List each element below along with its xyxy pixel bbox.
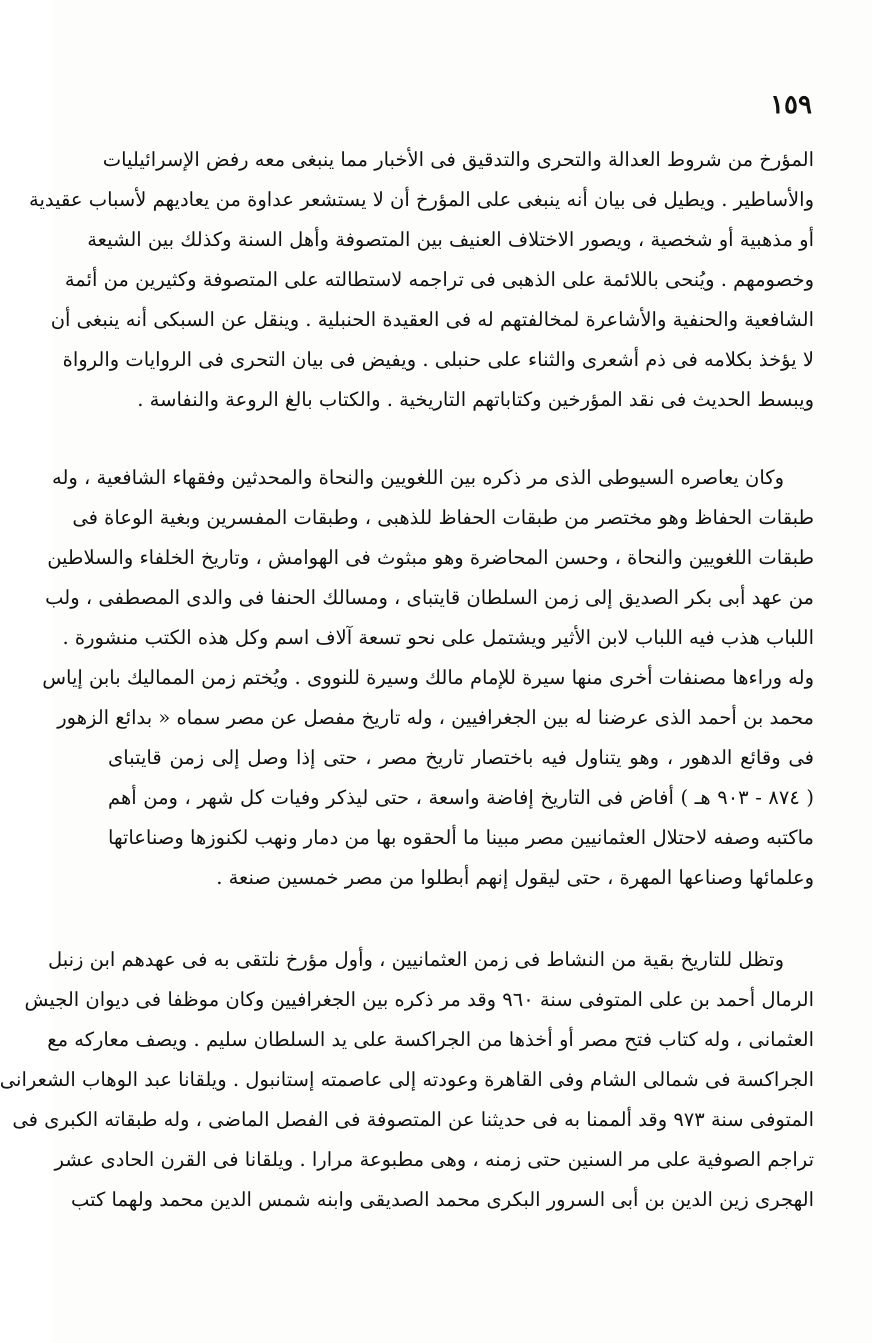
text-line: ويبسط الحديث فى نقد المؤرخين وكتاباتهم التاريخية . والكتاب بالغ الروعة والنفاسة . <box>137 388 814 411</box>
text-line: وله وراءها مصنفات أخرى منها سيرة للإمام مالك وسيرة للنووى . ويُختم زمن المماليك بابن إياس <box>42 666 814 689</box>
text-line: محمد بن أحمد الذى عرضنا له بين الجغرافيين ، وله تاريخ مفصل عن مصر سماه « بدائع الزهور <box>57 706 814 729</box>
paragraph-3 <box>0 940 814 1220</box>
text-line: الرمال أحمد بن على المتوفى سنة ٩٦٠ وقد مر ذكره بين الجغرافيين وكان موظفا فى ديوان الجيش <box>24 988 814 1011</box>
text-line: الشافعية والحنفية والأشاعرة لمخالفتهم له فى العقيدة الحنبلية . وينقل عن السبكى أنه ينبغى أن <box>50 308 814 331</box>
text-line: فى وقائع الدهور ، وهو يتناول فيه باختصار تاريخ مصر ، حتى إذا وصل إلى زمن قايتباى <box>108 746 814 769</box>
text-line: وخصومهم . ويُنحى باللائمة على الذهبى فى تراجمه لاستطالته على المتصوفة وكثيرين من أئمة <box>64 268 814 291</box>
text-line: الجراكسة فى شمالى الشام وفى القاهرة وعودته إلى عاصمته إستانبول . ويلقانا عبد الوهاب الشعرانى <box>0 1068 814 1091</box>
text-line: لا يؤخذ بكلامه فى ذم أشعرى والثناء على حنبلى . ويفيض فى بيان التحرى فى الروايات والرواة <box>62 348 814 371</box>
text-line: اللباب هذب فيه اللباب لابن الأثير ويشتمل على نحو تسعة آلاف اسم وكل هذه الكتب منشورة . <box>62 626 814 649</box>
text-line: المؤرخ من شروط العدالة والتحرى والتدقيق فى الأخبار مما ينبغى معه رفض الإسرائيليات <box>102 148 814 171</box>
text-line: العثمانى ، وله كتاب فتح مصر أو أخذها من الجراكسة على يد السلطان سليم . ويصف معاركه مع <box>47 1028 814 1051</box>
text-line: وتظل للتاريخ بقية من النشاط فى زمن العثمانيين ، وأول مؤرخ نلتقى به فى عهدهم ابن زنبل <box>47 948 784 971</box>
text-line: أو مذهبية أو شخصية ، ويصور الاختلاف العنيف بين المتصوفة وأهل السنة وكذلك بين الشيعة <box>87 228 814 251</box>
text-line: وكان يعاصره السيوطى الذى مر ذكره بين اللغويين والنحاة والمحدثين وفقهاء الشافعية ، وله <box>52 466 784 489</box>
paragraph-2 <box>42 458 814 898</box>
text-line: طبقات الحفاظ وهو مختصر من طبقات الحفاظ للذهبى ، وطبقات المفسرين وبغية الوعاة فى <box>72 506 814 529</box>
paragraph-1 <box>29 140 814 420</box>
text-line: الهجرى زين الدين بن أبى السرور البكرى محمد الصديقى وابنه شمس الدين محمد ولهما كتب <box>71 1188 814 1211</box>
text-line: ( ٨٧٤ - ٩٠٣ هـ ) أفاض فى التاريخ إفاضة واسعة ، حتى ليذكر وفيات كل شهر ، ومن أهم <box>108 786 814 809</box>
text-line: وعلمائها وصناعها المهرة ، حتى ليقول إنهم أبطلوا من مصر خمسين صنعة . <box>216 866 814 889</box>
text-line: المتوفى سنة ٩٧٣ وقد ألممنا به فى حديثنا عن المتصوفة فى الفصل الماضى ، وله طبقاته الكبرى فى <box>12 1108 814 1131</box>
page-number: ١٥٩ <box>770 90 812 120</box>
text-line: تراجم الصوفية على مر السنين حتى زمنه ، وهى مطبوعة مرارا . ويلقانا فى القرن الحادى عشر <box>54 1148 814 1171</box>
text-line: ماكتبه وصفه لاحتلال العثمانيين مصر مبينا ما ألحقوه بها من دمار ونهب لكنوزها وصناعاتها <box>108 826 814 849</box>
text-line: طبقات اللغويين والنحاة ، وحسن المحاضرة وهو مبثوث فى الهوامش ، وتاريخ الخلفاء والسلاطين <box>47 546 814 569</box>
text-line: والأساطير . ويطيل فى بيان أنه ينبغى على المؤرخ أن لا يستشعر عداوة من يعاديهم لأسباب عقيدية <box>29 188 814 211</box>
text-line: من عهد أبى بكر الصديق إلى زمن السلطان قايتباى ، ومسالك الحنفا فى والدى المصطفى ، ولب <box>45 586 814 609</box>
